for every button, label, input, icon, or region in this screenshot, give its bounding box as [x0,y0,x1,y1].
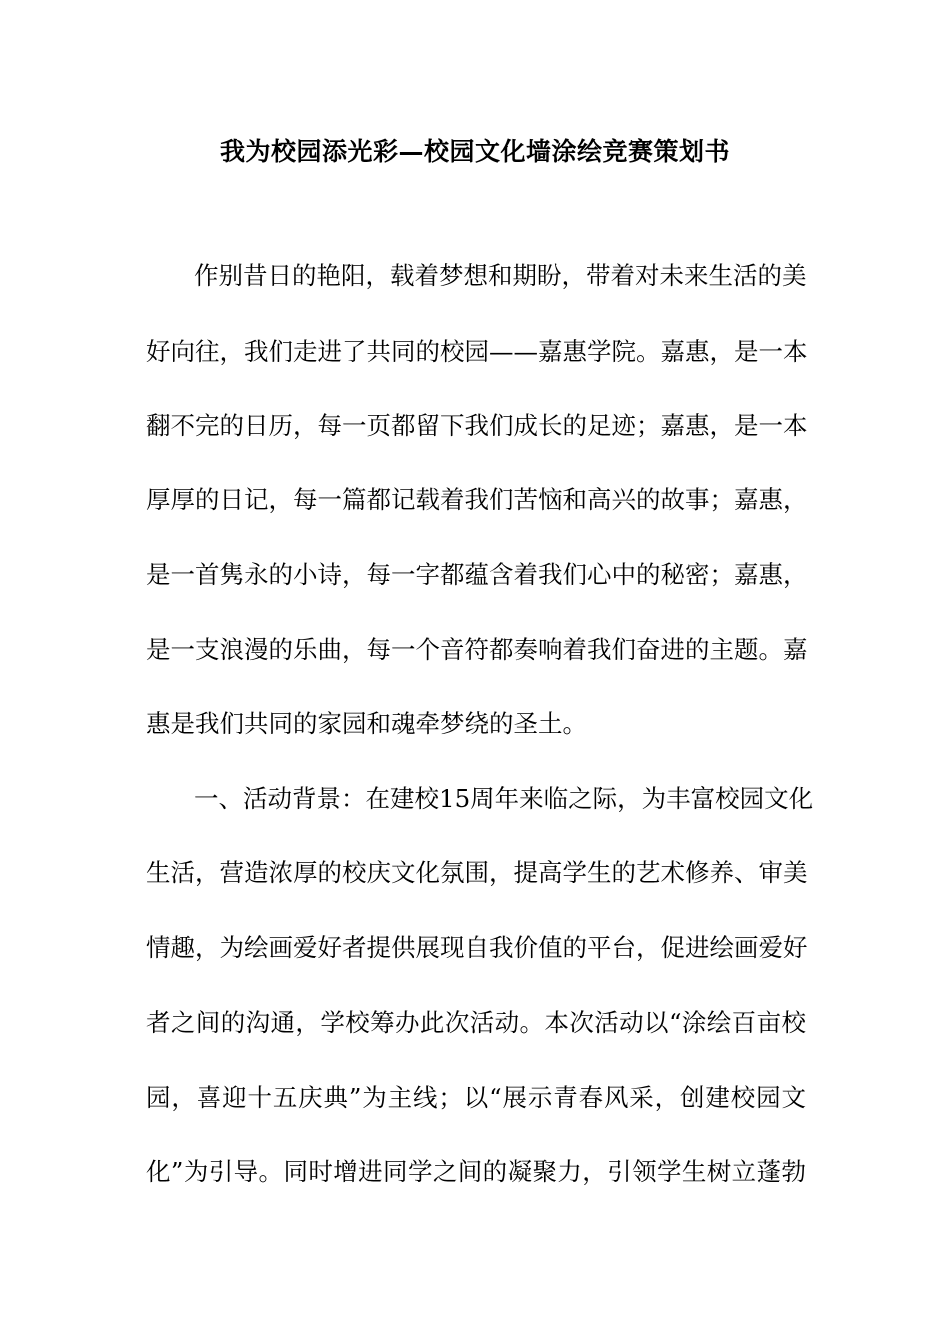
paragraph-1-line-2: 好向往，我们走进了共同的校园——嘉惠学院。嘉惠，是一本 [146,337,808,366]
document-title: 我为校园添光彩—校园文化墙涂绘竞赛策划书 [219,137,730,166]
paragraph-2-line-6: 化”为引导。同时增进同学之间的凝聚力，引领学生树立蓬勃 [146,1157,806,1186]
paragraph-1-line-6: 是一支浪漫的乐曲，每一个音符都奏响着我们奋进的主题。嘉 [146,635,808,664]
paragraph-1-line-3: 翻不完的日历，每一页都留下我们成长的足迹；嘉惠，是一本 [146,411,808,440]
paragraph-1-line-7: 惠是我们共同的家园和魂牵梦绕的圣土。 [146,709,587,738]
paragraph-1-line-1: 作别昔日的艳阳，载着梦想和期盼，带着对未来生活的美 [194,261,807,290]
paragraph-1-line-5: 是一首隽永的小诗，每一字都蕴含着我们心中的秘密；嘉惠， [146,560,808,589]
paragraph-2-line-1: 一、活动背景：在建校15周年来临之际，为丰富校园文化 [194,784,814,813]
paragraph-2-line-2: 生活，营造浓厚的校庆文化氛围，提高学生的艺术修养、审美 [146,858,808,887]
paragraph-2-line-4: 者之间的沟通，学校筹办此次活动。本次活动以“涂绘百亩校 [146,1008,806,1037]
paragraph-2-line-5: 园，喜迎十五庆典”为主线；以“展示青春风采，创建校园文 [146,1083,806,1112]
paragraph-2-line-3: 情趣，为绘画爱好者提供展现自我价值的平台，促进绘画爱好 [146,933,808,962]
paragraph-1-line-4: 厚厚的日记，每一篇都记载着我们苦恼和高兴的故事；嘉惠， [146,485,808,514]
